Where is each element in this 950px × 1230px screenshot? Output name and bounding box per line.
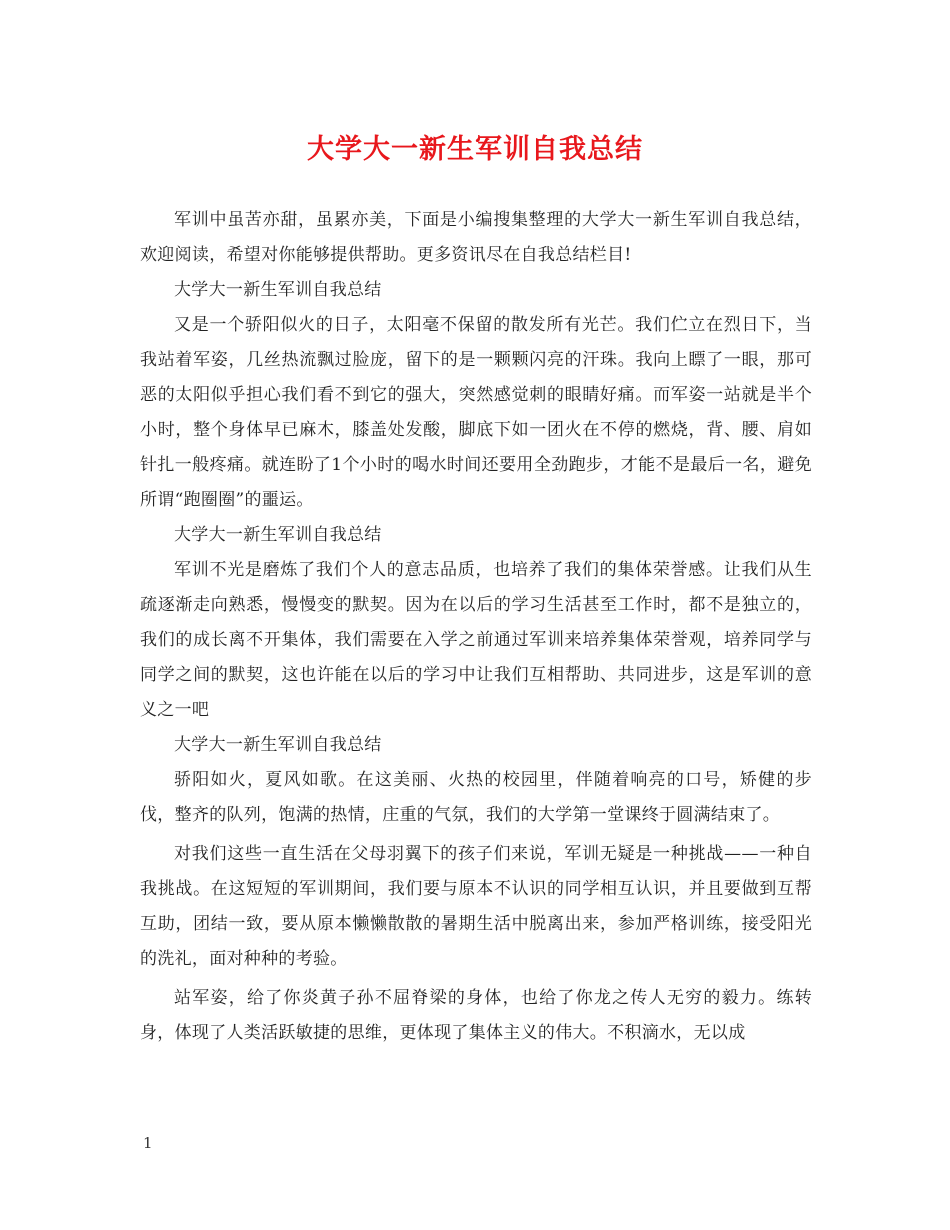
body-paragraph: 对我们这些一直生活在父母羽翼下的孩子们来说，军训无疑是一种挑战——一种自我挑战。在这短短的军训期间，我们要与原本不认识的同学相互认识，并且要做到互帮互助，团结一致，要从原本懒懒散散的暑期生活中脱离出来，参加严格训练，接受阳光的洗礼，面对种种的考验。	[140, 844, 812, 969]
body-paragraph: 骄阳如火，夏风如歌。在这美丽、火热的校园里，伴随着响亮的口号，矫健的步伐，整齐的队列，饱满的热情，庄重的气氛，我们的大学第一堂课终于圆满结束了。	[140, 770, 812, 825]
page-number: 1	[143, 1134, 153, 1152]
document-body	[140, 203, 812, 1051]
section-heading: 大学大一新生军训自我总结	[174, 280, 382, 300]
intro-paragraph: 军训中虽苦亦甜，虽累亦美，下面是小编搜集整理的大学大一新生军训自我总结，欢迎阅读，希望对你能够提供帮助。更多资讯尽在自我总结栏目!	[140, 210, 812, 265]
section-heading: 大学大一新生军训自我总结	[174, 525, 382, 545]
document-title: 大学大一新生军训自我总结	[307, 134, 643, 165]
section-heading: 大学大一新生军训自我总结	[174, 735, 382, 755]
body-paragraph: 站军姿，给了你炎黄子孙不屈脊梁的身体，也给了你龙之传人无穷的毅力。练转身，体现了人类活跃敏捷的思维，更体现了集体主义的伟大。不积滴水，无以成	[140, 988, 812, 1043]
body-paragraph: 军训不光是磨炼了我们个人的意志品质，也培养了我们的集体荣誉感。让我们从生疏逐渐走向熟悉，慢慢变的默契。因为在以后的学习生活甚至工作时，都不是独立的，我们的成长离不开集体，我们需要在入学之前通过军训来培养集体荣誉观，培养同学与同学之间的默契，这也许能在以后的学习中让我们互相帮助、共同进步，这是军训的意义之一吧	[140, 560, 812, 720]
body-paragraph: 又是一个骄阳似火的日子，太阳毫不保留的散发所有光芒。我们伫立在烈日下，当我站着军姿，几丝热流飘过脸庞，留下的是一颗颗闪亮的汗珠。我向上瞟了一眼，那可恶的太阳似乎担心我们看不到它的强大，突然感觉刺的眼睛好痛。而军姿一站就是半个小时，整个身体早已麻木，膝盖处发酸，脚底下如一团火在不停的燃烧，背、腰、肩如针扎一般疼痛。就连盼了1个小时的喝水时间还要用全劲跑步，才能不是最后一名，避免所谓“跑圈圈”的噩运。	[140, 315, 812, 510]
